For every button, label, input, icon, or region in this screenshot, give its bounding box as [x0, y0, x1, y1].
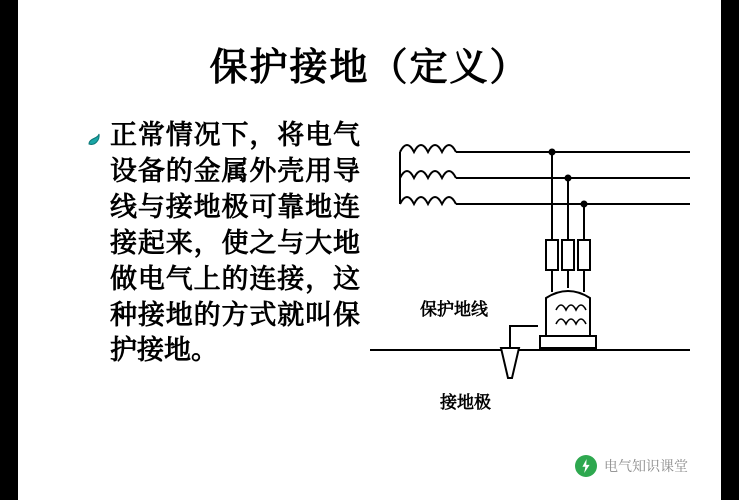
- definition-paragraph: 正常情况下，将电气设备的金属外壳用导线与接地极可靠地连接起来，使之与大地做电气上的连接，这种接地的方式就叫保护接地。: [110, 120, 360, 367]
- page-title: 保护接地（定义）: [209, 44, 530, 89]
- watermark: [575, 455, 688, 477]
- teardrop-bullet-icon: [86, 131, 102, 147]
- label-protective-ground-wire: 保护地线: [420, 300, 488, 320]
- transformer-coils: [400, 145, 456, 204]
- watermark-text: 电气知识课堂: [604, 459, 688, 475]
- protective-earthing-diagram: [360, 130, 700, 420]
- lightning-bolt-icon: [575, 455, 597, 477]
- label-ground-electrode: 接地极: [440, 393, 491, 413]
